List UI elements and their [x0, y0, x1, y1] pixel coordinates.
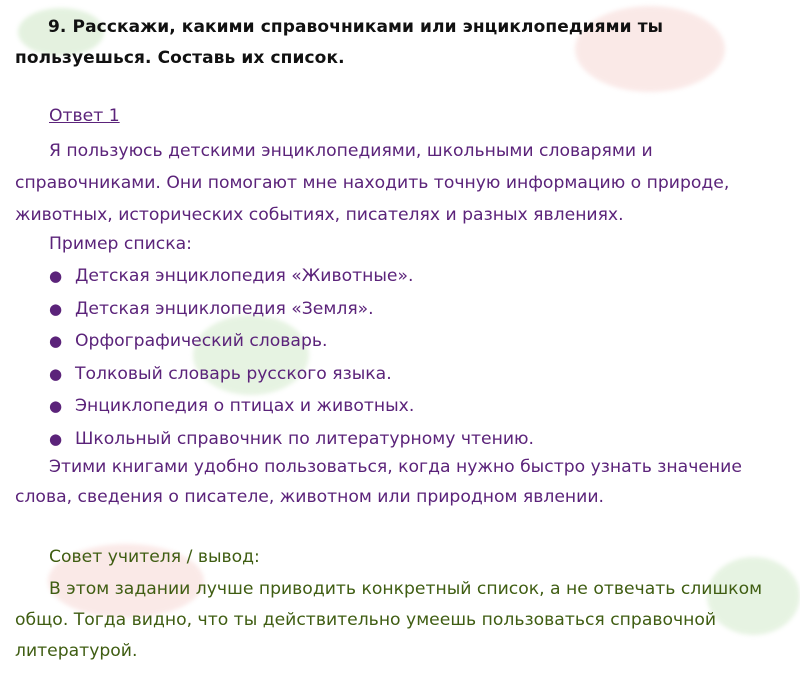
- list-item: [49, 325, 769, 358]
- list-item-text: Энциклопедия о птицах и животных.: [75, 396, 415, 416]
- answer-heading: Ответ 1: [49, 106, 120, 126]
- list-item: [49, 390, 769, 423]
- bullet-icon: ●: [49, 429, 63, 448]
- list-item: [49, 423, 769, 456]
- answer-intro: Я пользуюсь детскими энциклопедиями, школьными словарями и справочниками. Они помогают мне находить точную информацию о природе, животных, исторических событиях, писателях и разных явлениях.: [15, 141, 730, 225]
- bullet-icon: ●: [49, 299, 63, 318]
- list-item-text: Школьный справочник по литературному чтению.: [75, 428, 534, 449]
- advice-text: В этом задании лучше приводить конкретный список, а не отвечать слишком общо. Тогда видно, что ты действительно умеешь пользоваться справочной литературой.: [15, 579, 763, 661]
- list-item-text: Детская энциклопедия «Земля».: [75, 298, 374, 319]
- bullet-icon: ●: [49, 364, 63, 383]
- task-title: 9. Расскажи, какими справочниками или энциклопедиями ты пользуешься. Составь их список.: [15, 17, 664, 68]
- list-item: [49, 358, 769, 391]
- advice-heading: Совет учителя / вывод:: [49, 547, 260, 567]
- bullet-icon: ●: [49, 397, 63, 415]
- list-item: [49, 260, 769, 293]
- reference-book-list: [49, 260, 769, 455]
- list-item: [49, 293, 769, 326]
- list-item-text: Детская энциклопедия «Животные».: [75, 266, 414, 286]
- list-item-text: Орфографический словарь.: [75, 331, 328, 351]
- answer-summary: Этими книгами удобно пользоваться, когда нужно быстро узнать значение слова, сведения о писателе, животном или природном явлении.: [15, 457, 742, 507]
- example-list-heading: Пример списка:: [49, 234, 192, 254]
- bullet-icon: ●: [49, 267, 63, 285]
- list-item-text: Толковый словарь русского языка.: [75, 363, 392, 384]
- bullet-icon: ●: [49, 332, 63, 350]
